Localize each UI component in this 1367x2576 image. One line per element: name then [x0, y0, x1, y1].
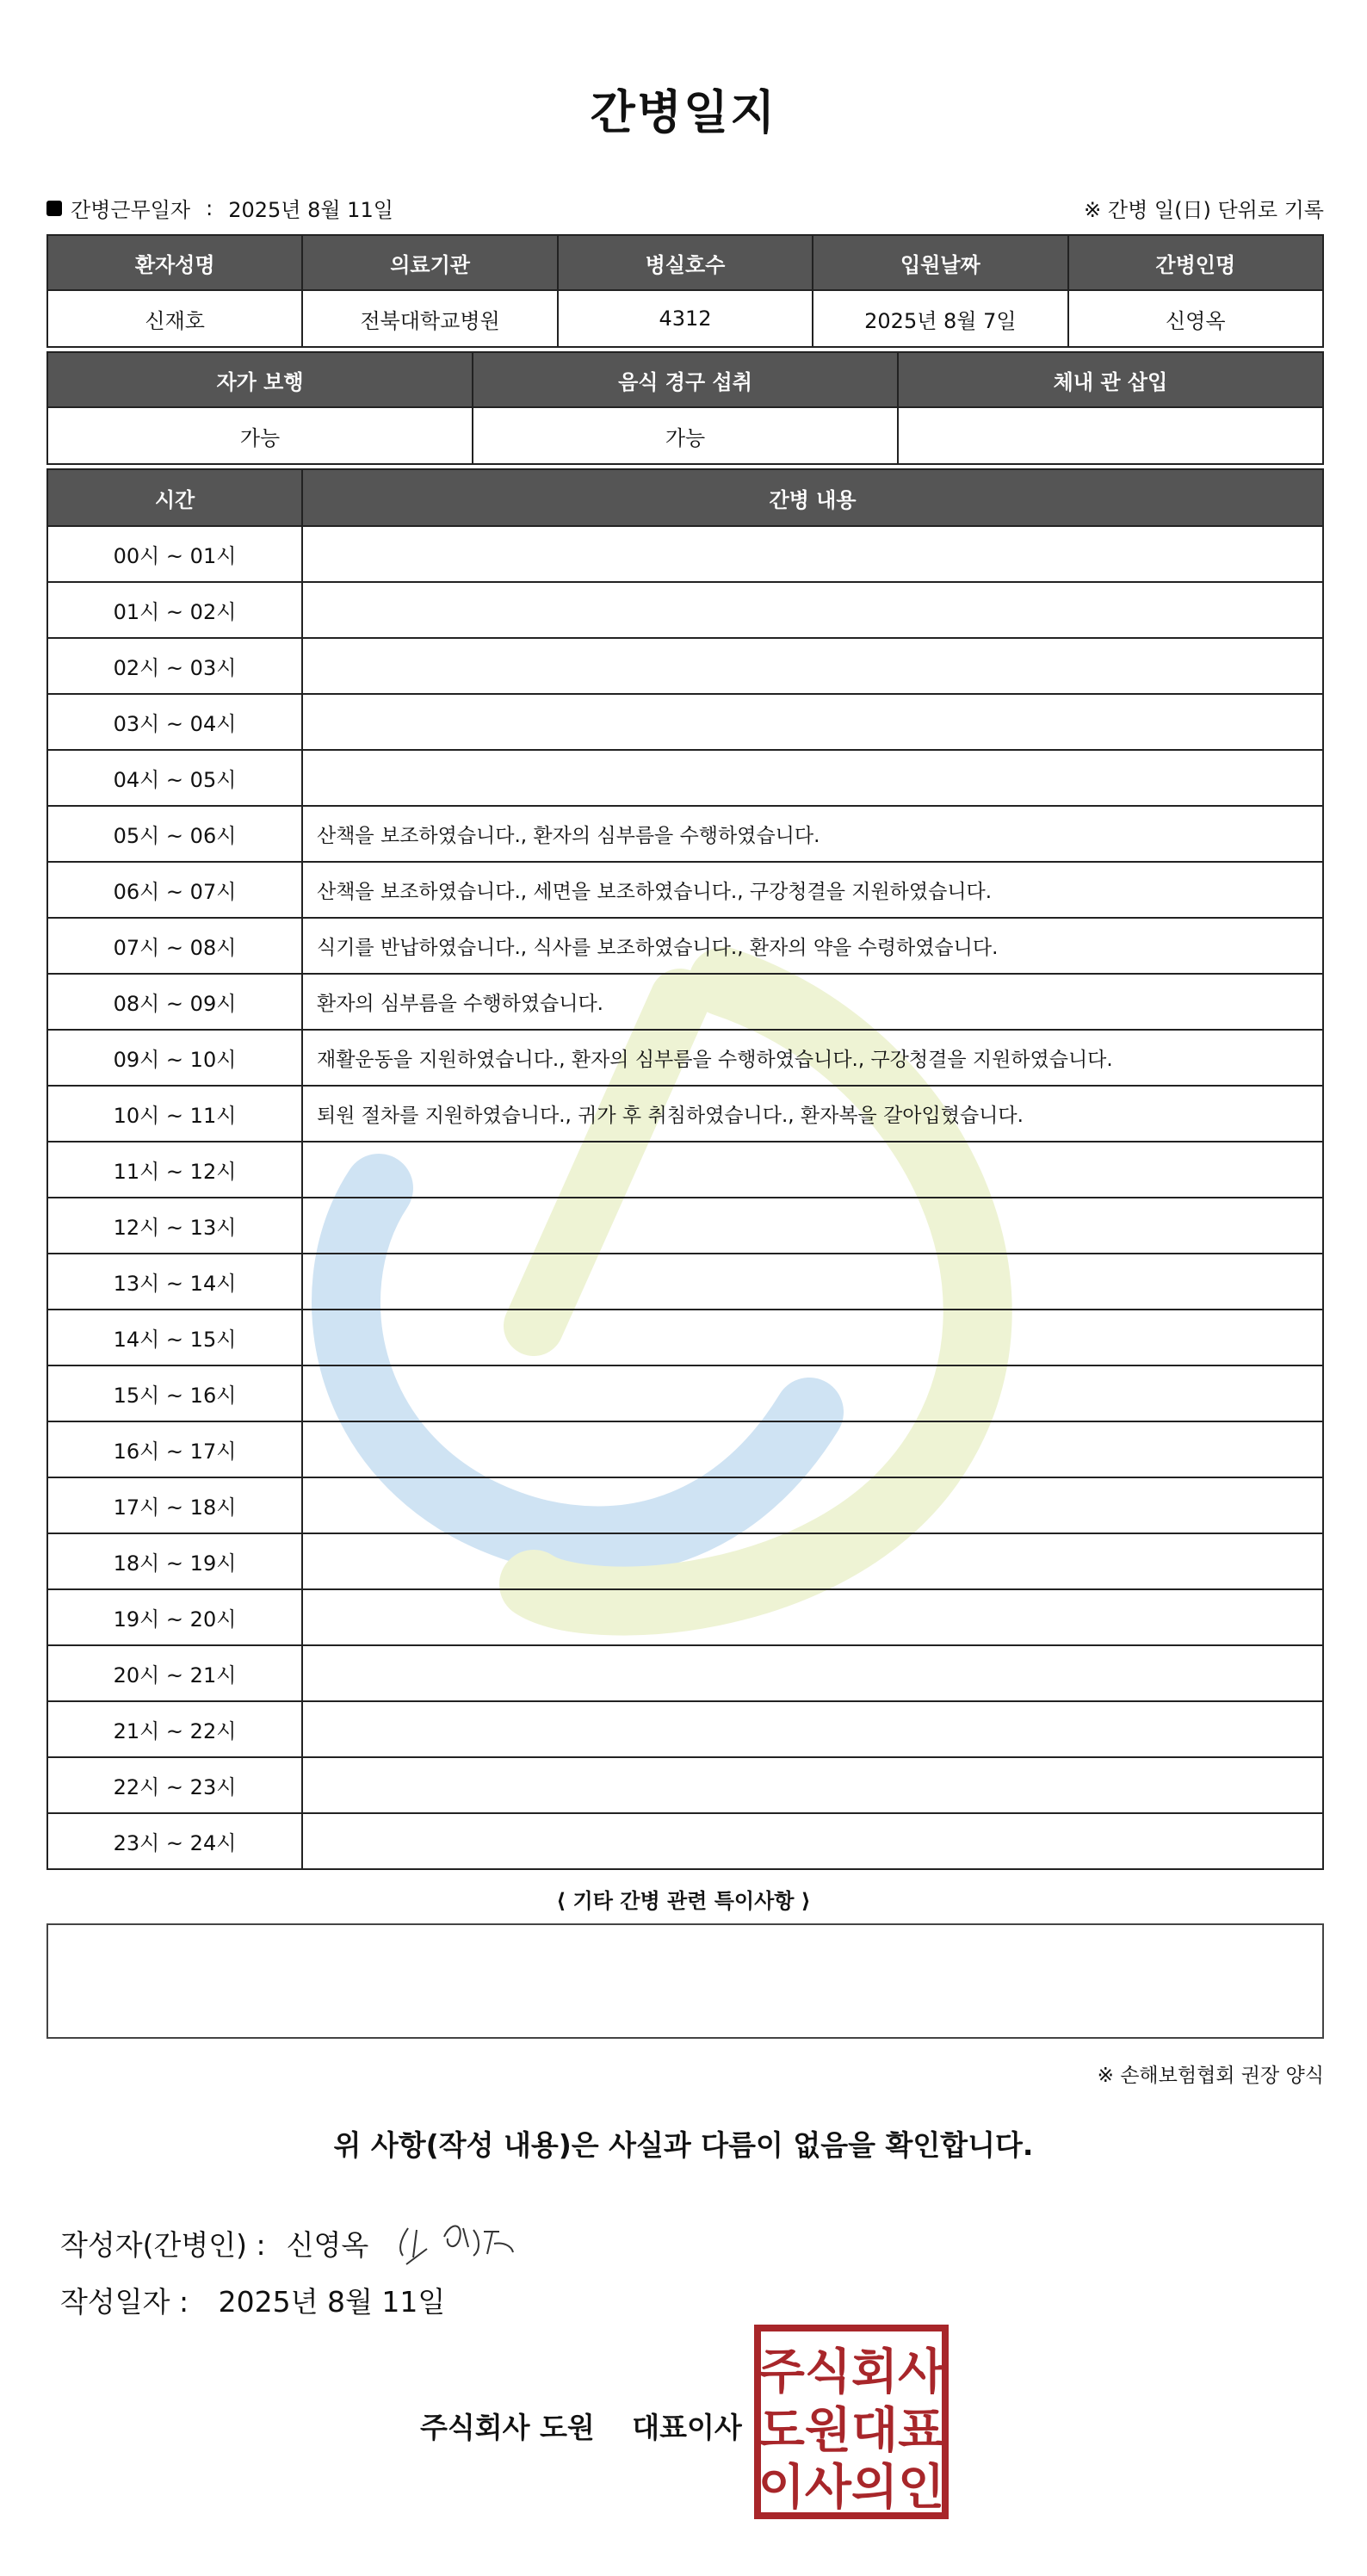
patient-info-table — [46, 234, 1324, 348]
header-admission-date: 입원날짜 — [813, 235, 1067, 290]
care-log-row — [47, 806, 1323, 862]
care-log-time: 07시 ~ 08시 — [47, 918, 302, 974]
care-log-content — [302, 1589, 1323, 1645]
care-log-row — [47, 582, 1323, 638]
care-log-time: 13시 ~ 14시 — [47, 1254, 302, 1310]
care-log-time: 12시 ~ 13시 — [47, 1198, 302, 1254]
care-log-content — [302, 526, 1323, 582]
header-oral-intake: 음식 경구 섭취 — [473, 352, 898, 407]
caregiver-name: 신영옥 — [1068, 290, 1323, 347]
care-log-row — [47, 862, 1323, 918]
tube-insertion-value — [898, 407, 1323, 464]
care-log-row — [47, 1086, 1323, 1142]
care-log-time: 17시 ~ 18시 — [47, 1477, 302, 1533]
care-log-content — [302, 582, 1323, 638]
hospital-name: 전북대학교병원 — [302, 290, 557, 347]
patient-info-header-row — [47, 235, 1323, 290]
care-log-time: 08시 ~ 09시 — [47, 974, 302, 1030]
patient-info-value-row — [47, 290, 1323, 347]
confirmation-statement: 위 사항(작성 내용)은 사실과 다름이 없음을 확인합니다. — [333, 2128, 1034, 2162]
care-log-time: 03시 ~ 04시 — [47, 694, 302, 750]
care-log-content: 재활운동을 지원하였습니다., 환자의 심부름을 수행하였습니다., 구강청결을 지원하였습니다. — [302, 1030, 1323, 1086]
care-log-header-row — [47, 469, 1323, 526]
care-log-row — [47, 1421, 1323, 1477]
author-line — [60, 2213, 520, 2273]
ability-table — [46, 351, 1324, 465]
care-log-time: 14시 ~ 15시 — [47, 1310, 302, 1365]
signature-image — [391, 2213, 520, 2273]
care-log-time: 21시 ~ 22시 — [47, 1701, 302, 1757]
care-log-content — [302, 638, 1323, 694]
care-log-time: 04시 ~ 05시 — [47, 750, 302, 806]
care-log-row — [47, 1310, 1323, 1365]
care-log-row — [47, 974, 1323, 1030]
care-log-row — [47, 1645, 1323, 1701]
written-date-value: 2025년 8월 11일 — [218, 2285, 446, 2319]
seal-line-3: 이사의인 — [758, 2460, 945, 2516]
care-log-content: 퇴원 절차를 지원하였습니다., 귀가 후 취침하였습니다., 환자복을 갈아입혔습니다. — [302, 1086, 1323, 1142]
care-log-time: 09시 ~ 10시 — [47, 1030, 302, 1086]
care-log-time: 15시 ~ 16시 — [47, 1365, 302, 1421]
care-log-row — [47, 526, 1323, 582]
care-log-row — [47, 750, 1323, 806]
care-log-time: 02시 ~ 03시 — [47, 638, 302, 694]
care-log-time: 16시 ~ 17시 — [47, 1421, 302, 1477]
special-notes-title: ⟨ 기타 간병 관련 특이사항 ⟩ — [556, 1889, 811, 1913]
care-log-row — [47, 638, 1323, 694]
care-log-content: 산책을 보조하였습니다., 환자의 심부름을 수행하였습니다. — [302, 806, 1323, 862]
work-date-value: 2025년 8월 11일 — [228, 198, 393, 222]
work-date-separator: : — [206, 195, 213, 220]
written-date-line — [60, 2280, 445, 2320]
room-number: 4312 — [558, 290, 813, 347]
care-log-row — [47, 1365, 1323, 1421]
care-log-time: 22시 ~ 23시 — [47, 1757, 302, 1813]
care-log-row — [47, 1254, 1323, 1310]
care-log-content — [302, 750, 1323, 806]
care-log-content — [302, 1198, 1323, 1254]
header-self-walking: 자가 보행 — [47, 352, 473, 407]
care-log-row — [47, 1813, 1323, 1869]
care-log-time: 11시 ~ 12시 — [47, 1142, 302, 1198]
care-log-table — [46, 468, 1324, 1870]
care-log-content — [302, 1421, 1323, 1477]
header-time: 시간 — [47, 469, 302, 526]
care-log-row — [47, 1533, 1323, 1589]
care-log-content — [302, 1701, 1323, 1757]
seal-line-2: 도원대표 — [758, 2403, 945, 2459]
ability-header-row — [47, 352, 1323, 407]
care-log-time: 19시 ~ 20시 — [47, 1589, 302, 1645]
care-log-row — [47, 1477, 1323, 1533]
unit-note: ※ 간병 일(日) 단위로 기록 — [1084, 198, 1324, 222]
company-seal-stamp — [754, 2325, 949, 2519]
header-caregiver: 간병인명 — [1068, 235, 1323, 290]
care-log-time: 06시 ~ 07시 — [47, 862, 302, 918]
self-walking-value: 가능 — [47, 407, 473, 464]
signature-stroke-1 — [400, 2228, 427, 2264]
care-log-content — [302, 1477, 1323, 1533]
care-log-time: 01시 ~ 02시 — [47, 582, 302, 638]
care-log-row — [47, 1142, 1323, 1198]
care-log-row — [47, 694, 1323, 750]
written-date-label: 작성일자 : — [60, 2285, 189, 2319]
author-name: 신영옥 — [286, 2227, 369, 2262]
representative-title: 대표이사 — [632, 2411, 742, 2444]
care-log-time: 20시 ~ 21시 — [47, 1645, 302, 1701]
care-log-content — [302, 1310, 1323, 1365]
care-log-body — [47, 526, 1323, 1869]
care-log-row — [47, 1198, 1323, 1254]
work-date — [46, 193, 393, 223]
care-log-content: 산책을 보조하였습니다., 세면을 보조하였습니다., 구강청결을 지원하였습니다. — [302, 862, 1323, 918]
care-log-time: 23시 ~ 24시 — [47, 1813, 302, 1869]
header-room: 병실호수 — [558, 235, 813, 290]
care-log-content — [302, 1254, 1323, 1310]
care-log-time: 18시 ~ 19시 — [47, 1533, 302, 1589]
signature-stroke-3 — [484, 2232, 513, 2254]
company-name: 주식회사 도원 — [420, 2411, 595, 2444]
care-log-time: 10시 ~ 11시 — [47, 1086, 302, 1142]
special-notes-box — [46, 1923, 1324, 2039]
care-log-row — [47, 1030, 1323, 1086]
company-line — [420, 2406, 742, 2446]
admission-date: 2025년 8월 7일 — [813, 290, 1067, 347]
care-log-content: 식기를 반납하였습니다., 식사를 보조하였습니다., 환자의 약을 수령하였습니다. — [302, 918, 1323, 974]
seal-line-1: 주식회사 — [758, 2344, 945, 2400]
meta-row — [46, 189, 1324, 224]
signature-stroke-2 — [444, 2226, 479, 2256]
care-log-content — [302, 694, 1323, 750]
header-care-content: 간병 내용 — [302, 469, 1323, 526]
care-log-content — [302, 1142, 1323, 1198]
header-tube-insertion: 체내 관 삽입 — [898, 352, 1323, 407]
care-log-row — [47, 1701, 1323, 1757]
care-log-content — [302, 1365, 1323, 1421]
header-patient-name: 환자성명 — [47, 235, 302, 290]
recommendation-note: ※ 손해보험협회 권장 양식 — [1097, 2065, 1324, 2087]
bullet-square-icon — [46, 201, 62, 216]
ability-value-row — [47, 407, 1323, 464]
patient-name: 신재호 — [47, 290, 302, 347]
care-log-content — [302, 1757, 1323, 1813]
care-log-content — [302, 1645, 1323, 1701]
care-log-time: 05시 ~ 06시 — [47, 806, 302, 862]
work-date-label: 간병근무일자 — [71, 198, 191, 222]
care-log-row — [47, 1589, 1323, 1645]
document-title: 간병일지 — [590, 85, 777, 139]
author-label: 작성자(간병인) : — [60, 2227, 266, 2262]
care-log-content — [302, 1813, 1323, 1869]
care-log-time: 00시 ~ 01시 — [47, 526, 302, 582]
care-log-content: 환자의 심부름을 수행하였습니다. — [302, 974, 1323, 1030]
header-hospital: 의료기관 — [302, 235, 557, 290]
care-log-row — [47, 918, 1323, 974]
care-log-content — [302, 1533, 1323, 1589]
oral-intake-value: 가능 — [473, 407, 898, 464]
care-log-row — [47, 1757, 1323, 1813]
